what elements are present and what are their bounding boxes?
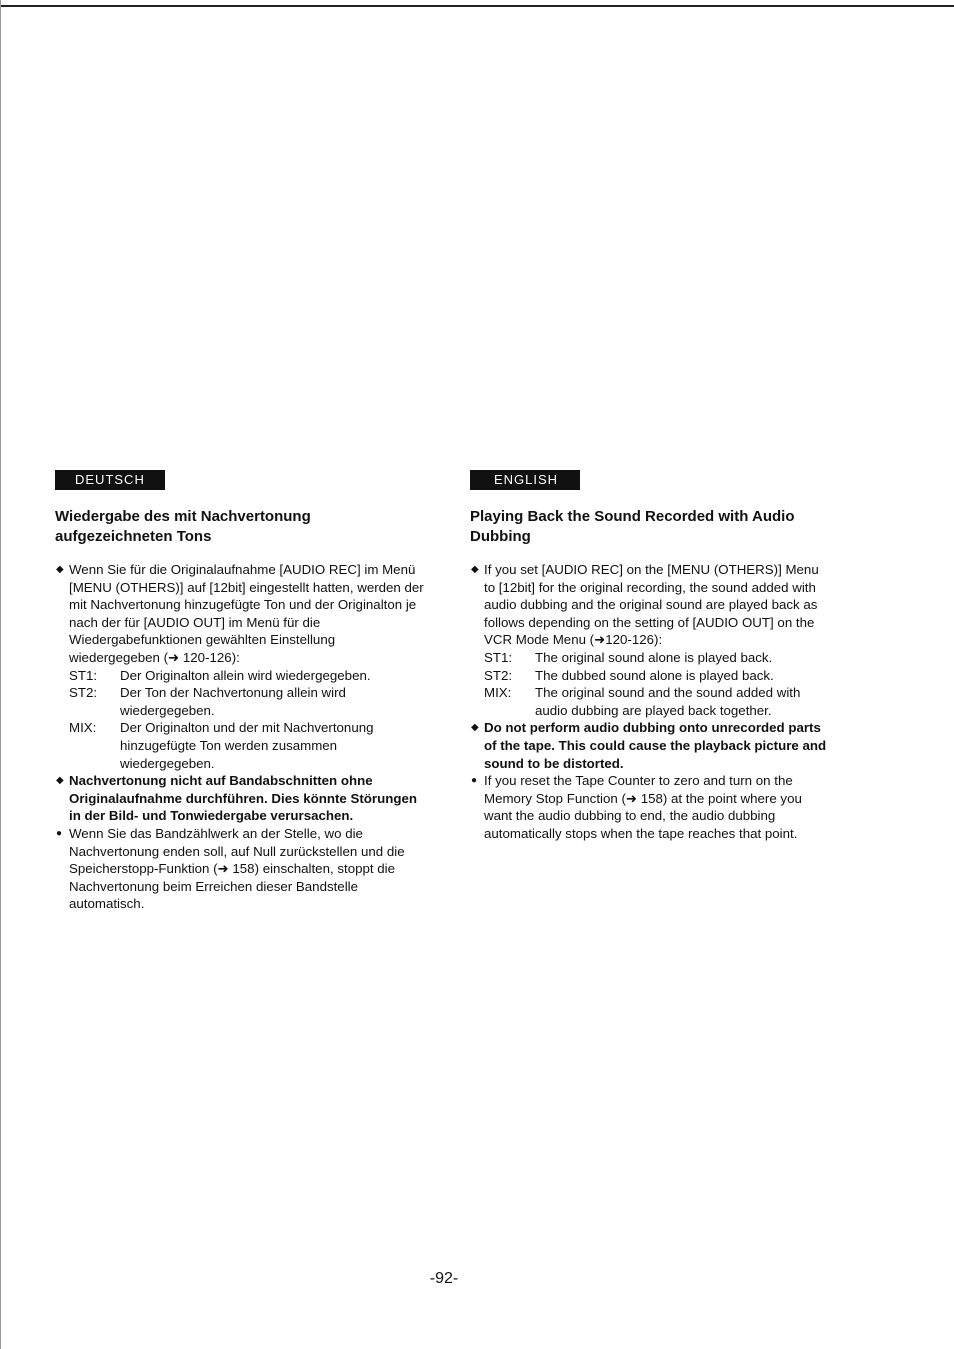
page-number: -92- — [429, 1270, 459, 1287]
list-item-text: If you reset the Tape Counter to zero and turn on the Memory Stop Function (➜ 158) at the point where you want the audio dubbing to end, the audio dubbing automatically stops when the tape reaches that point. — [484, 773, 802, 841]
list-item — [470, 719, 830, 772]
language-tag-deutsch: DEUTSCH — [55, 470, 165, 490]
setting-row — [484, 684, 830, 719]
bullet-diamond-icon: ◆ — [56, 775, 64, 787]
setting-description: The original sound and the sound added with audio dubbing are played back together. — [535, 685, 801, 718]
bullet-diamond-icon: ◆ — [56, 564, 64, 575]
setting-description: Der Originalton allein wird wiedergegeben. — [120, 667, 371, 683]
setting-key: MIX: — [69, 720, 97, 736]
list-item-text: Wenn Sie für die Originalaufnahme [AUDIO REC] im Menü [MENU (OTHERS)] auf [12bit] eingestellt hatten, werden der mit Nachvertonung hinzugefügte Ton und der Originalton je nach der für [AUDIO OUT] im Menü für die Wiedergabefunktionen gewählten Einstellung wiedergegeben (➜ 120-126): — [69, 562, 424, 665]
bullet-diamond-icon: ◆ — [471, 564, 479, 575]
bullet-diamond-icon: ◆ — [471, 722, 479, 734]
list-item — [55, 772, 425, 825]
list-item — [470, 772, 830, 842]
list-item-text: Nachvertonung nicht auf Bandabschnitten ohne Originalaufnahme durchführen. Dies könnte Störungen in der Bild- und Tonwiedergabe verursachen. — [69, 773, 417, 824]
setting-row — [69, 719, 425, 772]
bullet-dot-icon: ● — [471, 775, 478, 787]
top-rule — [0, 5, 954, 7]
setting-row — [484, 649, 830, 667]
language-tag-english: ENGLISH — [470, 470, 580, 490]
deutsch-column — [55, 470, 425, 913]
setting-key: MIX: — [484, 685, 512, 701]
setting-row — [69, 667, 425, 685]
setting-description: The dubbed sound alone is played back. — [535, 667, 774, 683]
page-edge — [0, 0, 1, 1349]
section-heading-english: Playing Back the Sound Recorded with Audio Dubbing — [470, 508, 795, 545]
setting-row — [69, 684, 425, 719]
setting-description: Der Ton der Nachvertonung allein wird wiedergegeben. — [120, 685, 346, 718]
setting-key: ST1: — [484, 649, 513, 665]
setting-description: The original sound alone is played back. — [535, 649, 773, 665]
bullet-list-english — [470, 561, 830, 843]
setting-row — [484, 667, 830, 685]
bullet-list-deutsch — [55, 561, 425, 913]
english-column — [470, 470, 830, 843]
setting-description: Der Originalton und der mit Nachvertonung hinzugefügte Ton werden zusammen wiedergegeben. — [120, 720, 374, 771]
list-item — [470, 561, 830, 719]
section-heading-deutsch: Wiedergabe des mit Nachvertonung aufgezeichneten Tons — [55, 508, 311, 545]
list-item-text: Wenn Sie das Bandzählwerk an der Stelle, wo die Nachvertonung enden soll, auf Null zurückstellen und die Speicherstopp-Funktion (➜ 158) einschalten, stoppt die Nachvertonung beim Erreichen dieser Bandstelle automatisch. — [69, 825, 405, 912]
list-item — [55, 825, 425, 913]
list-item-text: If you set [AUDIO REC] on the [MENU (OTHERS)] Menu to [12bit] for the original recording, the sound added with audio dubbing and the original sound are played back as follows depending on the setting of [AUDIO OUT] on the VCR Mode Menu (➜120-126): — [484, 562, 819, 648]
bullet-dot-icon: ● — [56, 827, 63, 839]
setting-key: ST2: — [69, 685, 98, 701]
list-item-text: Do not perform audio dubbing onto unrecorded parts of the tape. This could cause the playback picture and sound to be distorted. — [484, 720, 827, 771]
list-item — [55, 561, 425, 772]
setting-key: ST1: — [69, 667, 98, 683]
setting-key: ST2: — [484, 667, 513, 683]
